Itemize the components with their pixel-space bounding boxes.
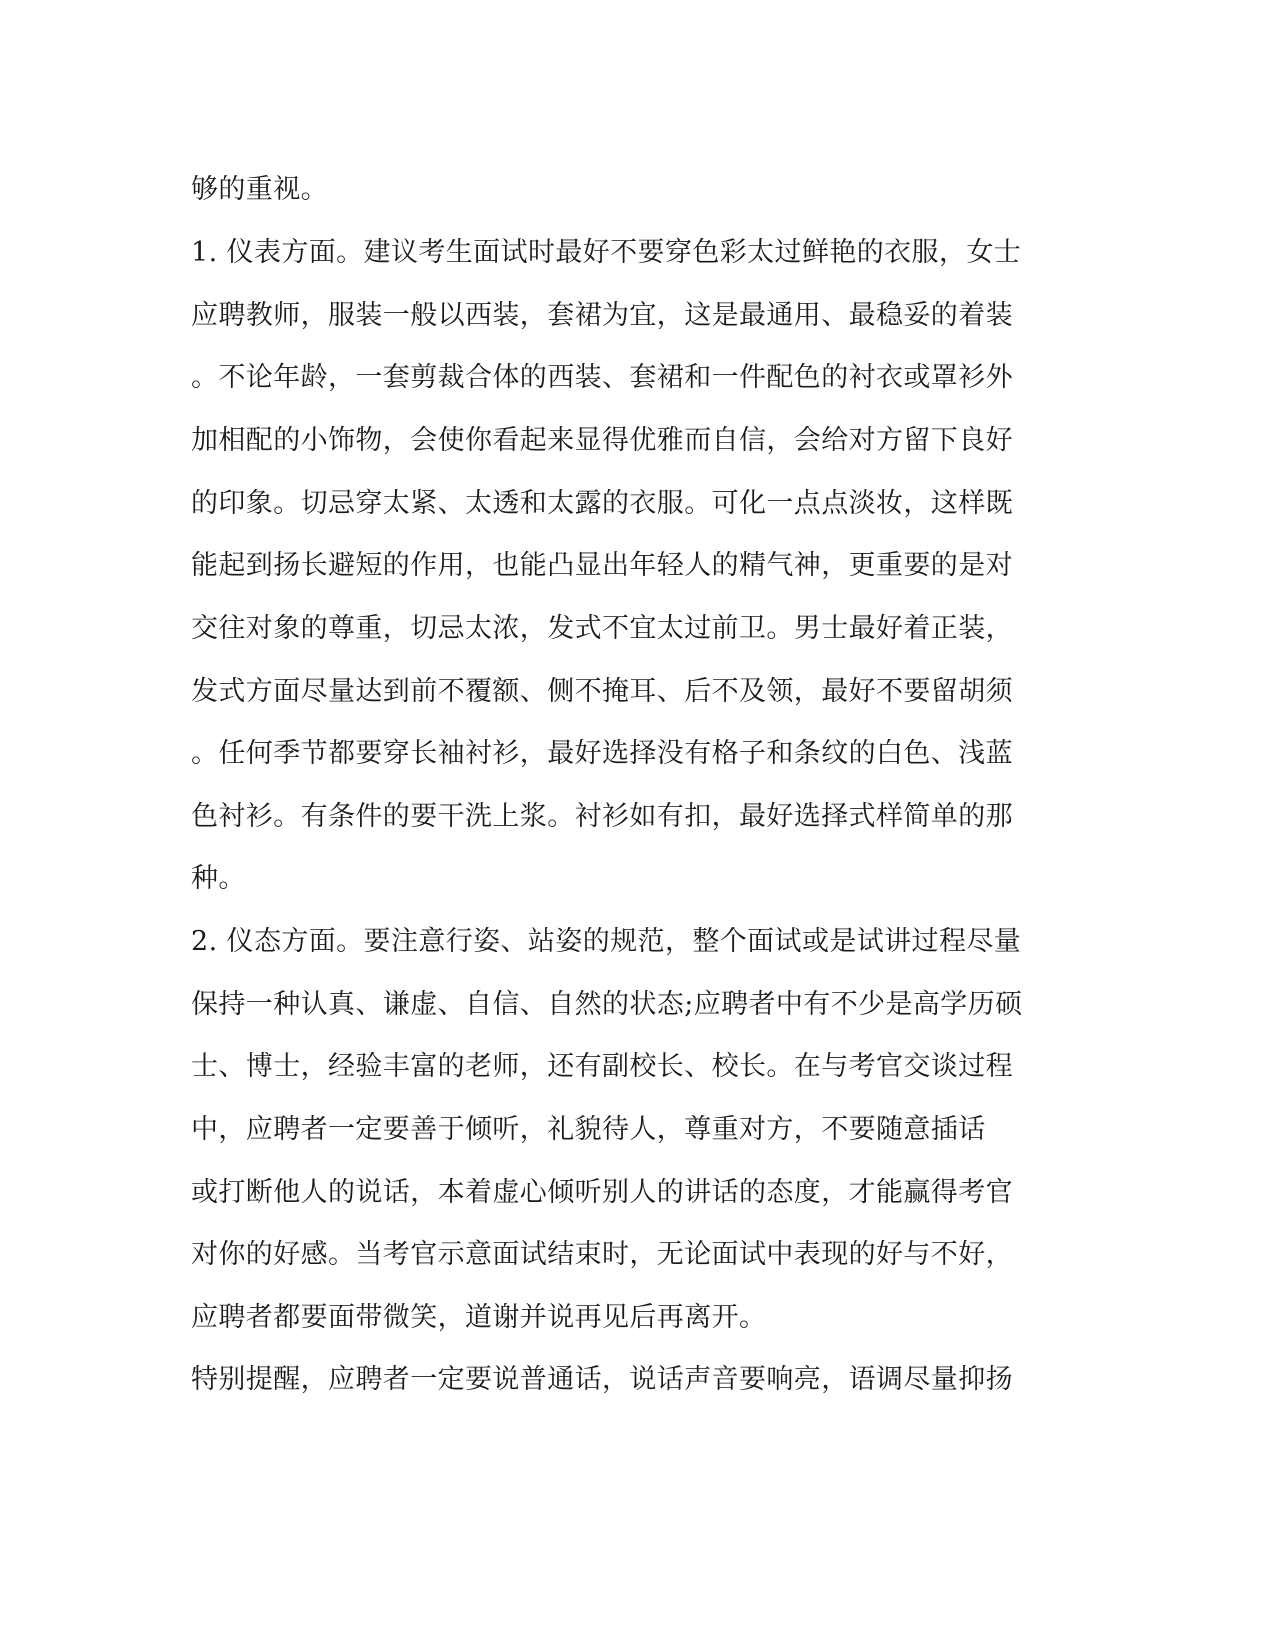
- text-line: 对你的好感。当考官示意面试结束时，无论面试中表现的好与不好，: [191, 1239, 1013, 1270]
- text-line: 或打断他人的说话，本着虚心倾听别人的讲话的态度，才能赢得考官: [191, 1177, 1013, 1208]
- text-line: 色衬衫。有条件的要干洗上浆。衬衫如有扣，最好选择式样简单的那: [191, 801, 1013, 832]
- text-line: 的印象。切忌穿太紧、太透和太露的衣服。可化一点点淡妆，这样既: [191, 488, 1013, 519]
- text-line: 加相配的小饰物，会使你看起来显得优雅而自信，会给对方留下良好: [191, 425, 1013, 456]
- text-line: 应聘教师，服装一般以西装，套裙为宜，这是最通用、最稳妥的着装: [191, 300, 1013, 331]
- text-line: 够的重视。: [191, 174, 328, 205]
- text-line: 。不论年龄，一套剪裁合体的西装、套裙和一件配色的衬衣或罩衫外: [191, 362, 1013, 393]
- text-line: 保持一种认真、谦虚、自信、自然的状态;应聘者中有不少是高学历硕: [191, 989, 1023, 1020]
- text-line: 种。: [191, 863, 246, 894]
- text-line: 士、博士，经验丰富的老师，还有副校长、校长。在与考官交谈过程: [191, 1051, 1013, 1082]
- text-line: 发式方面尽量达到前不覆额、侧不掩耳、后不及领，最好不要留胡须: [191, 676, 1013, 707]
- text-line: 。任何季节都要穿长袖衬衫，最好选择没有格子和条纹的白色、浅蓝: [191, 738, 1013, 769]
- text-line: 1. 仪表方面。建议考生面试时最好不要穿色彩太过鲜艳的衣服，女士: [191, 237, 1022, 268]
- text-line: 能起到扬长避短的作用，也能凸显出年轻人的精气神，更重要的是对: [191, 550, 1013, 581]
- text-line: 交往对象的尊重，切忌太浓，发式不宜太过前卫。男士最好着正装，: [191, 613, 1013, 644]
- text-line: 中，应聘者一定要善于倾听，礼貌待人，尊重对方，不要随意插话: [191, 1114, 986, 1145]
- text-line: 特别提醒，应聘者一定要说普通话，说话声音要响亮，语调尽量抑扬: [191, 1364, 1013, 1395]
- text-line: 应聘者都要面带微笑，道谢并说再见后再离开。: [191, 1302, 767, 1333]
- text-line: 2. 仪态方面。要注意行姿、站姿的规范，整个面试或是试讲过程尽量: [191, 926, 1022, 957]
